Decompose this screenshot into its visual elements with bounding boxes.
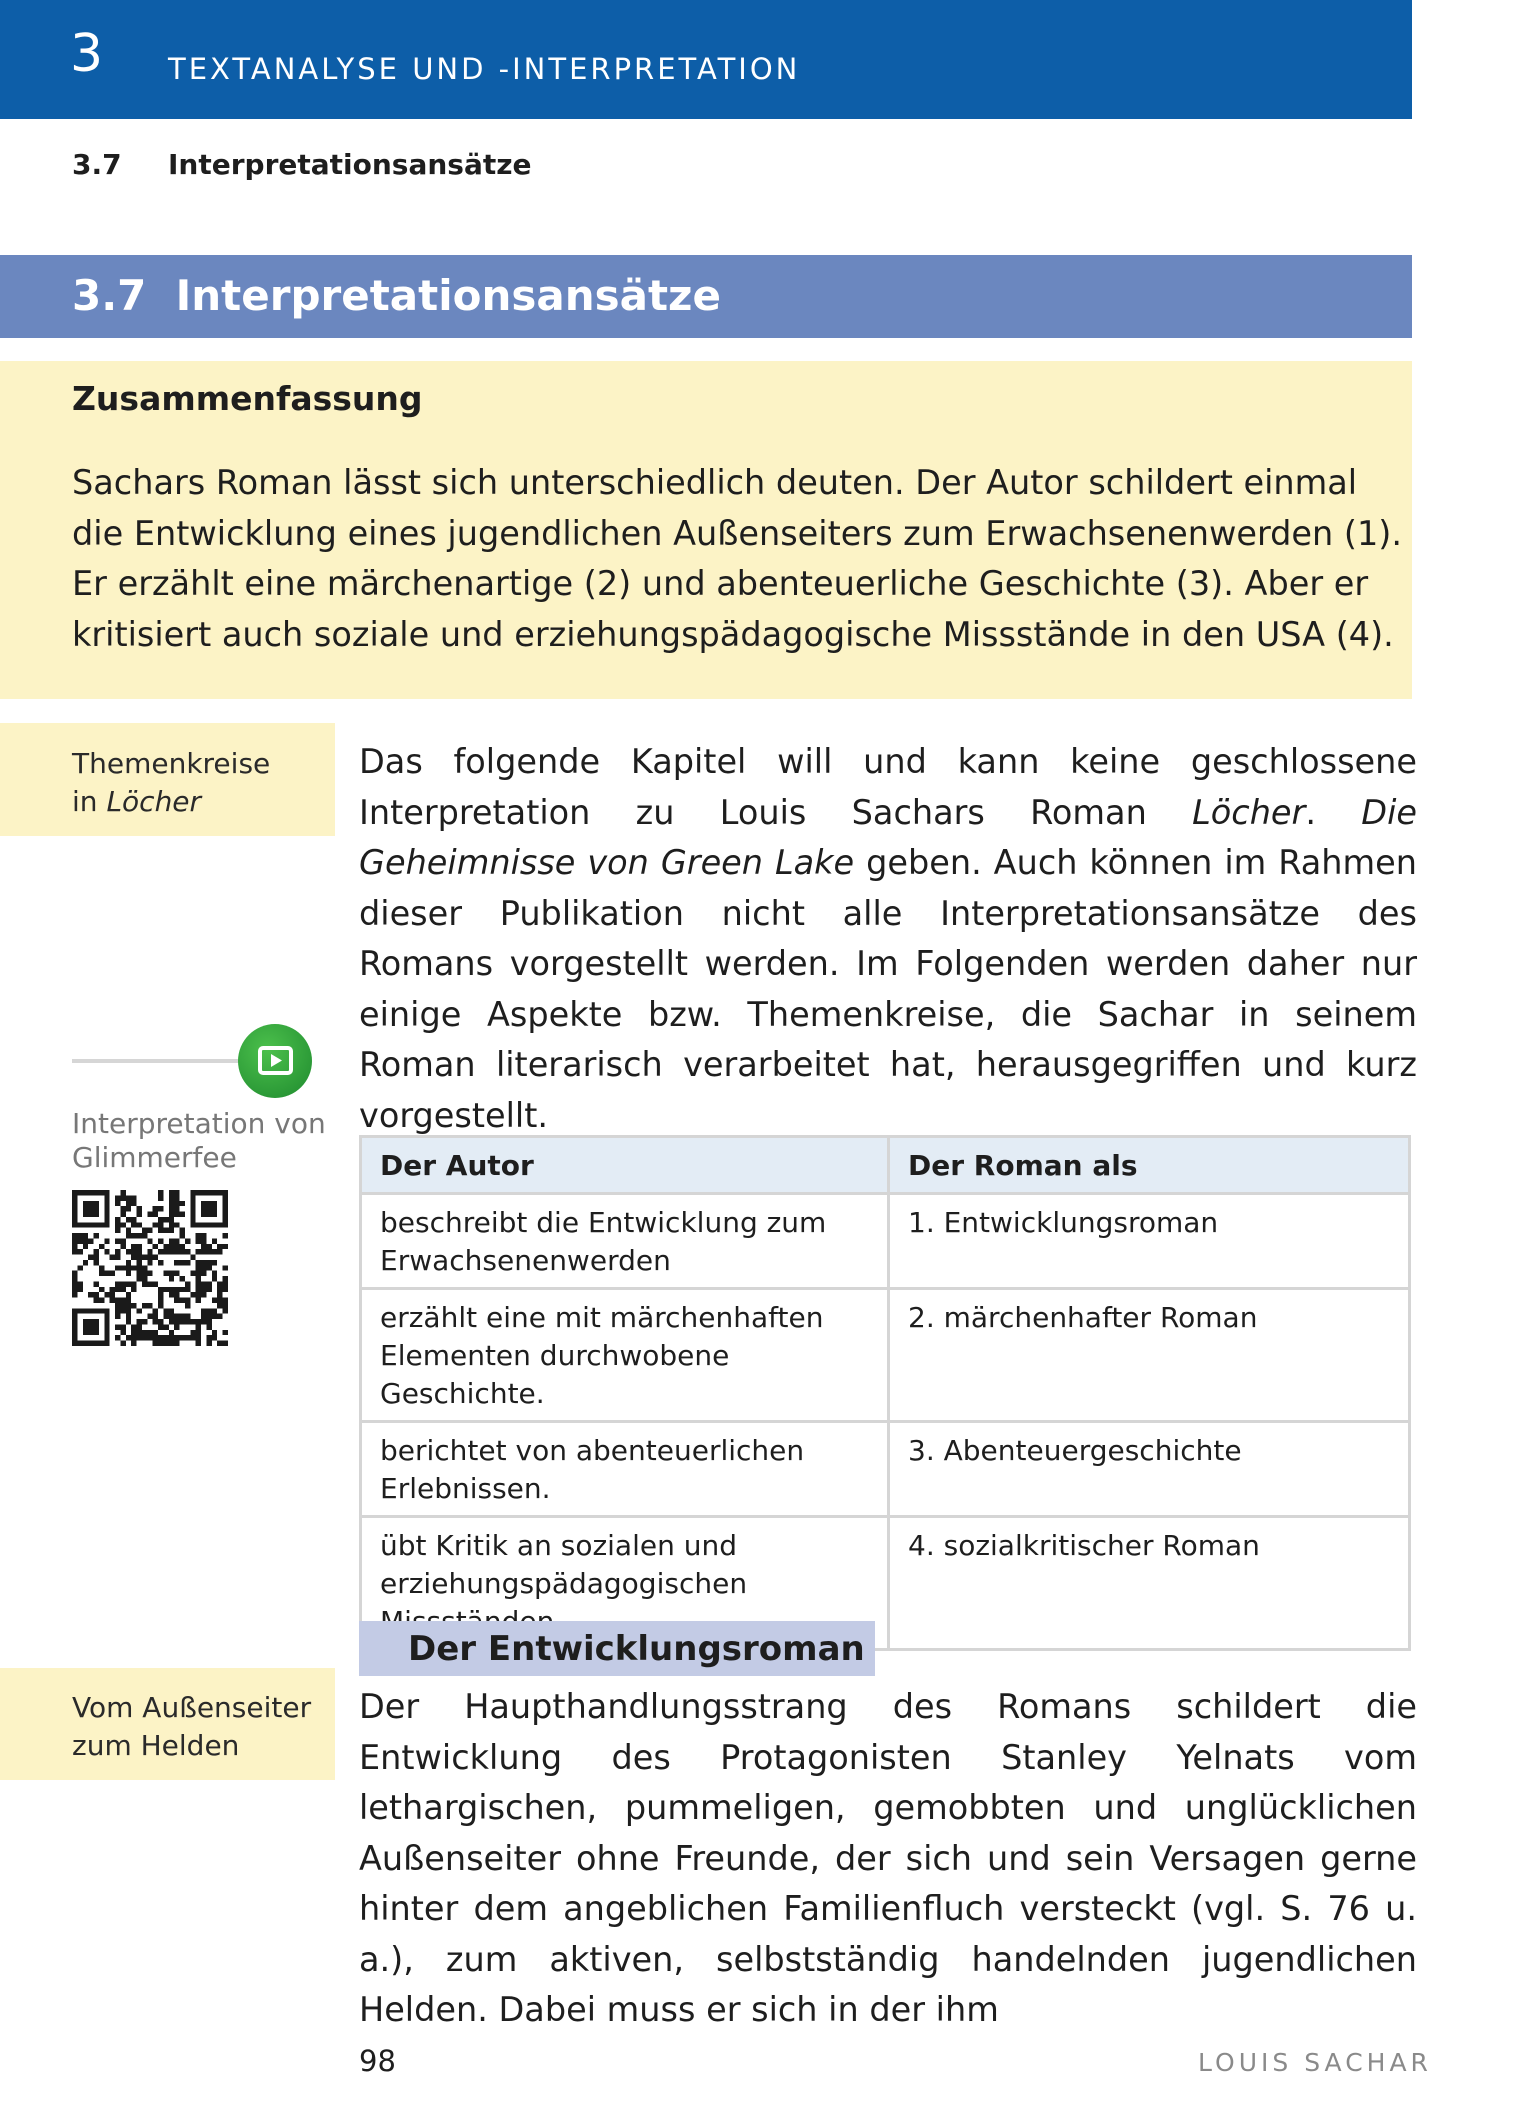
chapter-title: TEXTANALYSE UND -INTERPRETATION xyxy=(168,52,801,86)
margin-note-themes-prefix: in xyxy=(72,785,107,818)
running-section-title: Interpretationsansätze xyxy=(168,148,532,181)
table-header-row xyxy=(361,1137,1410,1194)
video-play-icon[interactable] xyxy=(238,1024,312,1098)
intro-paragraph xyxy=(359,737,1417,1141)
margin-note-themes-text xyxy=(72,745,270,821)
intro-part3: geben. Auch können im Rahmen dieser Publikation nicht alle Interpretationsansätze des Romans vorgestellt werden. Im Folgenden werden daher nur einige Aspekte bzw. Themenkreise, die Sachar in seinem Roman literarisch verarbeitet hat, herausgegriffen und kurz vorgestellt. xyxy=(359,843,1418,1135)
table-row xyxy=(361,1422,1410,1517)
table-cell-novel: 1. Entwicklungsroman xyxy=(889,1194,1410,1289)
table-row xyxy=(361,1194,1410,1289)
page-number: 98 xyxy=(359,2044,396,2078)
intro-part1: Das folgende Kapitel will und kann keine geschlossene Interpretation zu Louis Sachars Roman xyxy=(359,742,1417,832)
table-cell-novel: 2. märchenhafter Roman xyxy=(889,1289,1410,1422)
summary-text: Sachars Roman lässt sich unterschiedlich deuten. Der Autor schildert einmal die Entwicklung eines jugendlichen Außenseiters zum Erwachsenenwerden (1). Er erzählt eine märchenartige (2) und abenteuerliche Geschichte (3). Aber er kritisiert auch soziale und erziehungspädagogische Missstände in den USA (4). xyxy=(72,463,1402,654)
running-section-number: 3.7 xyxy=(72,148,122,181)
table-cell-author: berichtet von abenteuerlichen Erlebnissen. xyxy=(361,1422,889,1517)
margin-note-hero-line2: zum Helden xyxy=(72,1729,240,1762)
overview-table xyxy=(359,1135,1411,1651)
video-label: Interpretation von Glimmerfee xyxy=(72,1107,326,1174)
margin-note-themes-line1: Themenkreise xyxy=(72,747,271,780)
table-header-author: Der Autor xyxy=(361,1137,889,1194)
table-cell-novel: 3. Abenteuergeschichte xyxy=(889,1422,1410,1517)
video-link-rule xyxy=(72,1059,244,1063)
margin-note-hero-line1: Vom Außenseiter xyxy=(72,1691,312,1724)
summary-title: Zusammenfassung xyxy=(72,379,423,418)
margin-note-themes-title: Löcher xyxy=(106,785,202,818)
footer-author: LOUIS SACHAR xyxy=(1198,2048,1432,2077)
table-cell-author: beschreibt die Entwicklung zum Erwachsenenwerden xyxy=(361,1194,889,1289)
table-row xyxy=(361,1289,1410,1422)
subsection-paragraph: Der Haupthandlungsstrang des Romans schildert die Entwicklung des Protagonisten Stanley Yelnats vom lethargischen, pummeligen, gemobbten und unglücklichen Außenseiter ohne Freunde, der sich und sein Versagen gerne hinter dem angeblichen Familienfluch versteckt (vgl. S. 76 u. a.), zum aktiven, selbstständig handelnden jugendlichen Helden. Dabei muss er sich in der ihm xyxy=(359,1687,1417,2029)
table-header-novel: Der Roman als xyxy=(889,1137,1410,1194)
subheading: Der Entwicklungsroman xyxy=(408,1629,865,1669)
chapter-number: 3 xyxy=(70,24,104,84)
qr-code[interactable] xyxy=(72,1190,228,1346)
table-cell-novel: 4. sozialkritischer Roman xyxy=(889,1517,1410,1650)
margin-note-hero-text xyxy=(72,1689,311,1765)
section-heading: 3.7 Interpretationsansätze xyxy=(72,271,721,320)
intro-part2: . xyxy=(1305,792,1362,832)
intro-book-subtitle: Die Geheimnisse von Green Lake xyxy=(359,792,1417,882)
intro-book-title: Löcher xyxy=(1192,792,1306,832)
table-cell-author: übt Kritik an sozialen und erziehungspädagogischen xyxy=(361,1517,889,1650)
table-cell-author: erzählt eine mit märchenhaften Elementen durchwobene Geschichte. xyxy=(361,1289,889,1422)
